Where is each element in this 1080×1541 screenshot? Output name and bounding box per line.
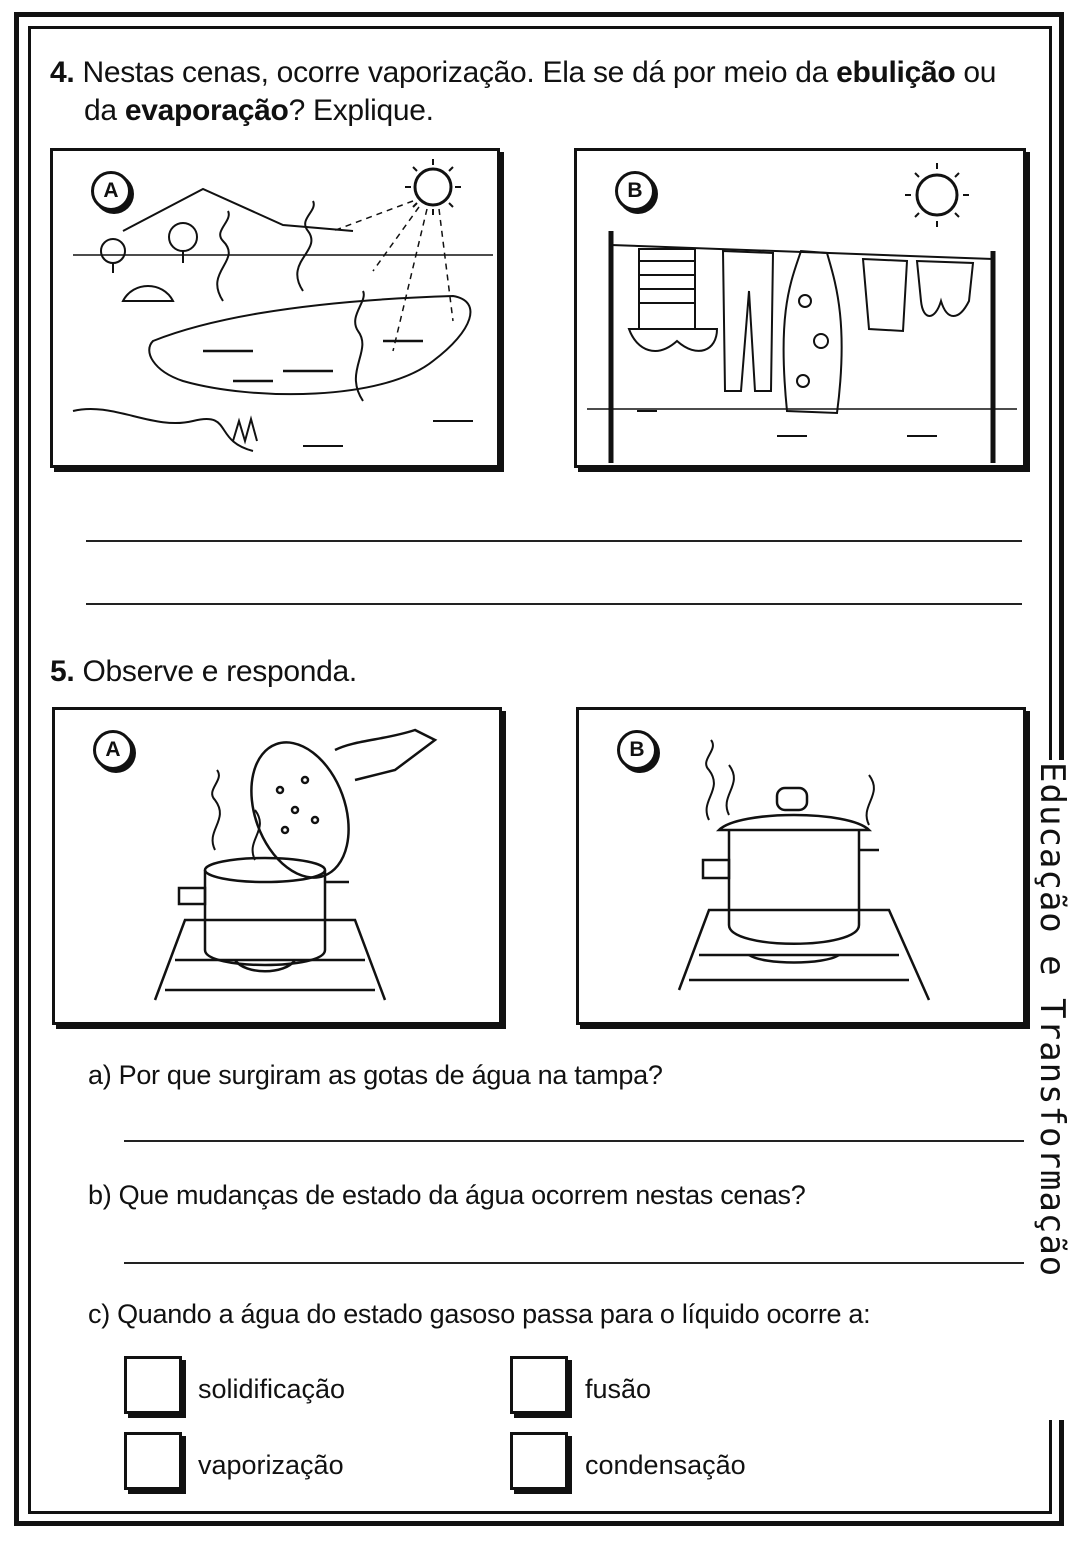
question-4-number: 4. — [50, 56, 75, 89]
q4-badge-a: A — [91, 171, 131, 211]
option-label-vaporizacao: vaporização — [198, 1450, 344, 1480]
option-checkbox-solidificacao[interactable] — [124, 1356, 182, 1414]
question-5b: b) Que mudanças de estado da água ocorrem nestas cenas? — [88, 1180, 806, 1210]
q5b-answer-line[interactable] — [124, 1262, 1024, 1264]
q4-answer-line-2[interactable] — [86, 603, 1022, 605]
option-checkbox-vaporizacao[interactable] — [124, 1432, 182, 1490]
question-5a: a) Por que surgiram as gotas de água na tampa? — [88, 1060, 663, 1090]
question-5c: c) Quando a água do estado gasoso passa para o líquido ocorre a: — [88, 1299, 871, 1329]
question-4-text-c: da — [84, 94, 125, 127]
q5-illustration-b — [576, 707, 1026, 1025]
q4-answer-line-1[interactable] — [86, 540, 1022, 542]
option-checkbox-fusao[interactable] — [510, 1356, 568, 1414]
q5-badge-b: B — [617, 730, 657, 770]
option-label-condensacao: condensação — [585, 1450, 746, 1480]
q4-illustration-b — [574, 148, 1026, 468]
option-label-fusao: fusão — [585, 1374, 652, 1404]
question-4-text-d: ? Explique. — [288, 94, 434, 127]
q4-illustration-a — [50, 148, 500, 468]
question-4-text-b: ou — [955, 56, 997, 89]
question-4-keyword-ebulicao: ebulição — [836, 56, 956, 89]
question-4-text-a: Nestas cenas, ocorre vaporização. Ela se dá por meio da — [74, 56, 837, 89]
question-5-text: Observe e responda. — [74, 655, 357, 688]
q4-badge-b: B — [615, 171, 655, 211]
q5a-answer-line[interactable] — [124, 1140, 1024, 1142]
question-5-heading — [50, 653, 357, 691]
option-checkbox-condensacao[interactable] — [510, 1432, 568, 1490]
q5-illustration-a — [52, 707, 502, 1025]
option-label-solidificacao: solidificação — [198, 1374, 346, 1404]
question-5-number: 5. — [50, 655, 75, 688]
question-4-keyword-evaporacao: evaporação — [124, 94, 289, 127]
q5-badge-a: A — [93, 730, 133, 770]
question-4-heading — [50, 54, 1020, 130]
side-label: Educação e Transformação — [1032, 762, 1072, 1278]
